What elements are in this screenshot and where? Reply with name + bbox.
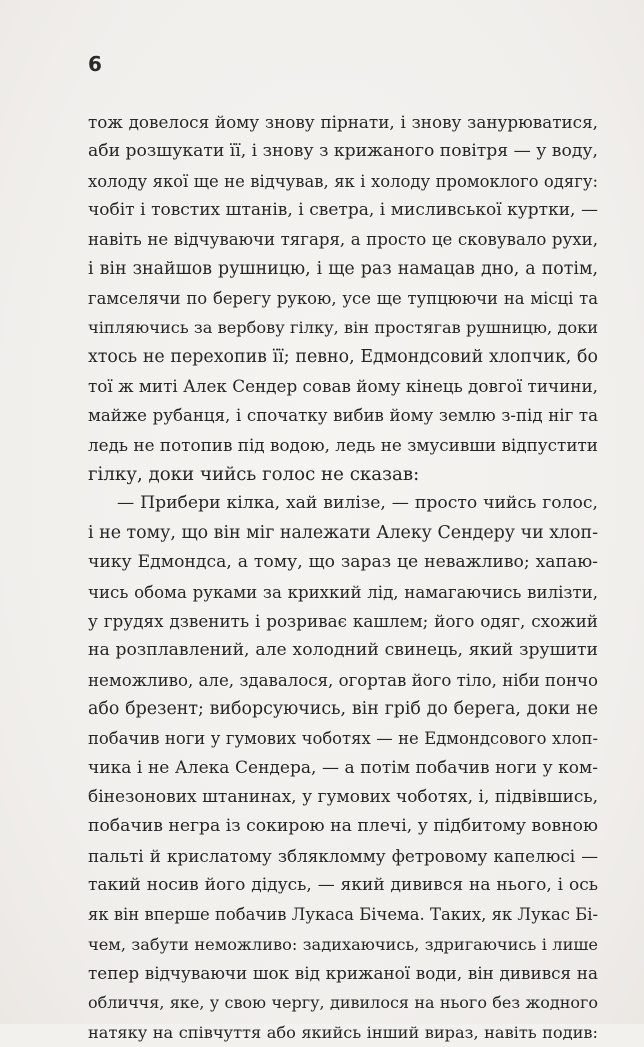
text-line: і він знайшов рушницю, і ще раз намацав дно, а потім, [88, 258, 598, 279]
text-line: тої ж миті Алек Сендер совав йому кінець довгої тичини, [88, 376, 598, 397]
text-line: чись обома руками за крихкий лід, намагаючись вилізти, [88, 582, 598, 602]
text-line: обличчя, яке, у свою чергу, дивилося на нього без жодного [88, 993, 598, 1013]
text-line: хтось не перехопив її; певно, Едмондсовий хлопчик, бо [88, 346, 598, 367]
text-line: на розплавлений, але холодний свинець, який зрушити [88, 640, 598, 661]
text-line: або брезент; виборсуючись, він гріб до берега, доки не [88, 698, 598, 719]
text-line: і не тому, що він міг належати Алеку Сендеру чи хлоп- [88, 522, 598, 543]
text-line: гілку, доки чийсь голос не сказав: [88, 464, 420, 486]
text-line: неможливо, але, здавалося, огортав його тіло, ніби пончо [88, 670, 598, 690]
text-line: ледь не потопив під водою, ледь не змусивши відпустити [88, 434, 598, 455]
text-line: тож довелося йому знову пірнати, і знову занурюватися, [88, 112, 598, 132]
text-line: побачив ноги у гумових чоботях — не Едмондсового хлоп- [88, 729, 598, 749]
text-line: холоду якої ще не відчував, як і холоду промоклого одягу: [88, 171, 598, 191]
text-line: як він вперше побачив Лукаса Бічема. Таких, як Лукас Бі- [88, 905, 598, 925]
text-line: навіть не відчуваючи тягаря, а просто це сковувало рухи, [88, 230, 598, 250]
body-text [88, 108, 598, 1047]
text-line: тепер відчуваючи шок від крижаної води, він дивився на [88, 962, 598, 983]
text-line: чику Едмондса, а тому, що зараз це неважливо; хапаю- [88, 552, 598, 573]
text-line: чика і не Алека Сендера, — а потім побачив ноги у ком- [88, 757, 598, 778]
text-line: гамселячи по берегу рукою, усе ще тупцюючи на місці та [88, 289, 598, 309]
text-line: побачив негра із сокирою на плечі, у підбитому вовною [88, 816, 598, 837]
text-line: чобіт і товстих штанів, і светра, і мисливської куртки, — [88, 200, 598, 221]
text-line: бінезонових штанинах, у гумових чоботях, і, підвівшись, [88, 786, 598, 807]
paragraph-start-line: — Прибери кілка, хай вилізе, — просто чийсь голос, [117, 493, 598, 514]
text-line: чем, забути неможливо: задихаючись, здригаючись і лише [88, 934, 598, 954]
text-line: чіпляючись за вербову гілку, він простягав рушницю, доки [88, 318, 598, 338]
text-line: майже рубанця, і спочатку вибив йому землю з-під ніг та [88, 406, 598, 426]
page-number: 6 [88, 52, 102, 76]
text-line: аби розшукати її, і знову з крижаного повітря — у воду, [88, 141, 598, 162]
text-line: у грудях дзвенить і розриває кашлем; його одяг, схожий [88, 610, 598, 631]
text-line: натяку на співчуття або якийсь інший вираз, навіть подив: [88, 1022, 598, 1042]
text-line: такий носив його дідусь, — який дивився на нього, і ось [88, 874, 598, 895]
text-line: пальті й крислатому зблякломму фетровому капелюсі — [88, 845, 598, 866]
